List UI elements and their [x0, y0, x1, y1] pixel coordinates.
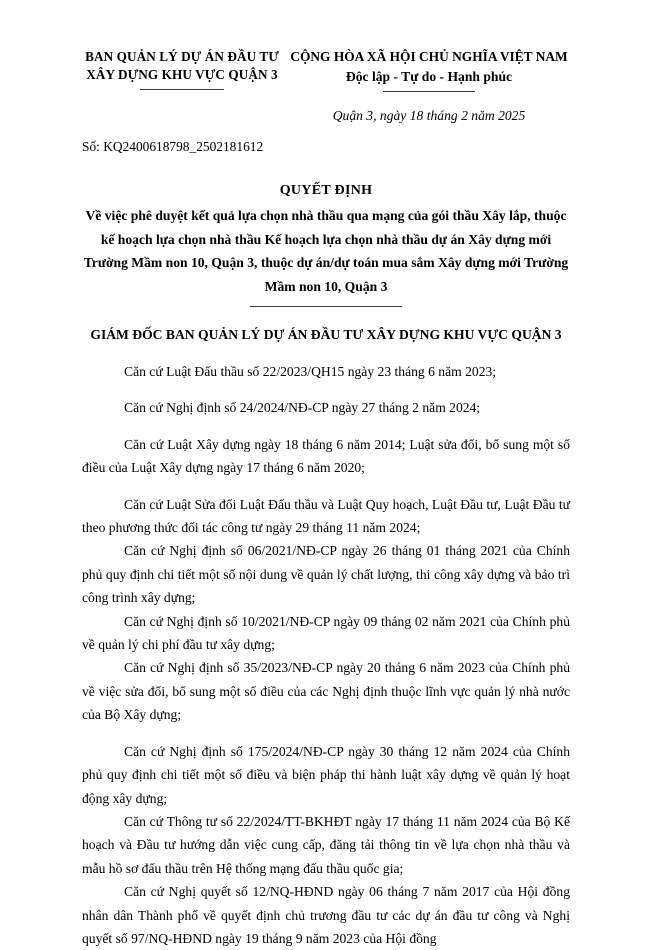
- document-number: Số: KQ2400618798_2502181612: [82, 139, 264, 154]
- legal-basis-paragraph: Căn cứ Luật Sửa đổi Luật Đấu thầu và Luật Quy hoạch, Luật Đầu tư, Luật Đầu tư theo phương thức đối tác công tư ngày 29 tháng 11 năm 2024;: [82, 496, 570, 536]
- legal-basis-paragraph: Căn cứ Nghị định số 35/2023/NĐ-CP ngày 20 tháng 6 năm 2023 của Chính phủ về việc sửa đổi, bổ sung một số điều của các Nghị định thuộc lĩnh vực quản lý nhà nước của Bộ Xây dựng;: [82, 660, 570, 723]
- document-title-block: [82, 180, 570, 307]
- legal-basis-paragraph: Căn cứ Luật Đấu thầu số 22/2023/QH15 ngày 23 tháng 6 năm 2023;: [124, 364, 497, 379]
- legal-basis-section: [82, 360, 570, 950]
- issuing-authority-heading: GIÁM ĐỐC BAN QUẢN LÝ DỰ ÁN ĐẦU TƯ XÂY DỰNG KHU VỰC QUẬN 3: [90, 327, 562, 342]
- issuing-organization: BAN QUẢN LÝ DỰ ÁN ĐẦU TƯ XÂY DỰNG KHU VỰC QUẬN 3: [85, 49, 279, 82]
- legal-basis-paragraph: Căn cứ Luật Xây dựng ngày 18 tháng 6 năm 2014; Luật sửa đổi, bổ sung một số điều của Luật Xây dựng ngày 17 tháng 6 năm 2020;: [82, 436, 570, 476]
- document-subject: Về việc phê duyệt kết quả lựa chọn nhà thầu qua mạng của gói thầu Xây lắp, thuộc kế hoạch lựa chọn nhà thầu Kế hoạch lựa chọn nhà thầu dự án Xây dựng mới Trường Mầm non 10, Quận 3, thuộc dự án/dự toán mua sắm Xây dựng mới Trường Mầm non 10, Quận 3: [83, 208, 569, 294]
- document-header: [82, 48, 570, 125]
- header-right-column: [282, 48, 570, 125]
- organization-divider: [140, 89, 224, 90]
- legal-basis-paragraph: Căn cứ Nghị quyết số 12/NQ-HĐND ngày 06 tháng 7 năm 2017 của Hội đồng nhân dân Thành phố về quyết định chủ trương đầu tư các dự án đầu tư công và Nghị quyết số 97/NQ-HĐND ngày 19 tháng 9 năm 2023 của Hội đồng: [82, 884, 570, 946]
- document-content: [82, 48, 570, 950]
- place-and-date: Quận 3, ngày 18 tháng 2 năm 2025: [332, 108, 526, 123]
- legal-basis-paragraph: Căn cứ Thông tư số 22/2024/TT-BKHĐT ngày 17 tháng 11 năm 2024 của Bộ Kế hoạch và Đầu tư hướng dẫn việc cung cấp, đăng tải thông tin về lựa chọn nhà thầu và mẫu hồ sơ đấu thầu trên Hệ thống mạng đấu thầu quốc gia;: [82, 813, 570, 876]
- national-motto: Độc lập - Tự do - Hạnh phúc: [345, 69, 513, 84]
- title-divider: [250, 306, 402, 307]
- motto-divider: [383, 91, 475, 92]
- document-type-heading: QUYẾT ĐỊNH: [279, 183, 373, 198]
- legal-basis-paragraph: Căn cứ Nghị định số 24/2024/NĐ-CP ngày 27 tháng 2 năm 2024;: [124, 400, 481, 416]
- legal-basis-paragraph: Căn cứ Nghị định số 06/2021/NĐ-CP ngày 26 tháng 01 tháng 2021 của Chính phủ quy định chi tiết một số nội dung về quản lý chất lượng, thi công xây dựng và bảo trì công trình xây dựng;: [82, 543, 570, 606]
- legal-basis-paragraph: Căn cứ Nghị định số 10/2021/NĐ-CP ngày 09 tháng 02 năm 2021 của Chính phủ về quản lý chi phí đầu tư xây dựng;: [82, 613, 570, 653]
- header-left-column: [82, 48, 282, 90]
- national-title: CỘNG HÒA XÃ HỘI CHỦ NGHĨA VIỆT NAM: [290, 49, 568, 64]
- legal-basis-paragraph: Căn cứ Nghị định số 175/2024/NĐ-CP ngày 30 tháng 12 năm 2024 của Chính phủ quy định chi tiết một số điều và biện pháp thi hành luật xây dựng về quản lý hoạt động xây dựng;: [82, 743, 570, 806]
